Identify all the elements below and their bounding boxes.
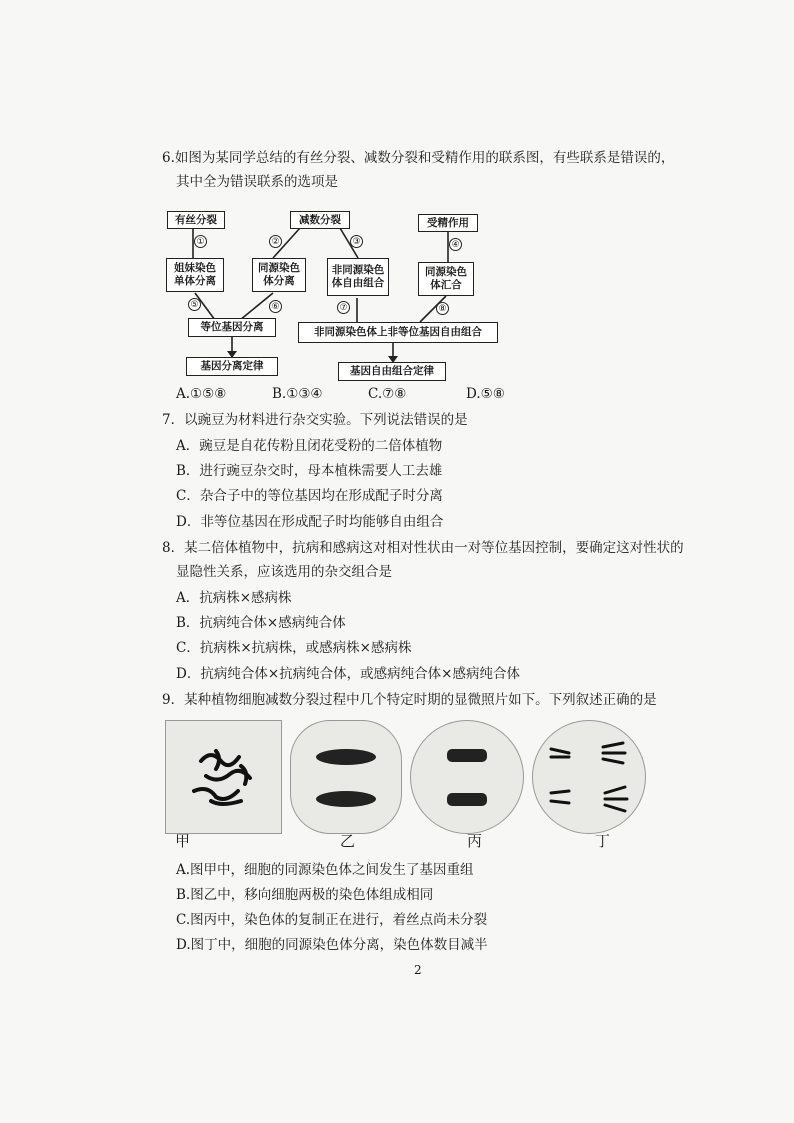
q6-option-c: C.⑦⑧	[368, 386, 407, 402]
q8-stem-line2: 显隐性关系，应该选用的杂交组合是	[176, 564, 392, 580]
label-bing: 丙	[467, 832, 483, 850]
q9-option-c: C.图丙中，染色体的复制正在进行，着丝点尚未分裂	[176, 912, 488, 928]
label-jia: 甲	[175, 832, 191, 850]
q7-option-b: B．进行豌豆杂交时，母本植株需要人工去雄	[176, 463, 443, 479]
box-law-independent: 基因自由组合定律	[338, 362, 446, 381]
box-mitosis: 有丝分裂	[167, 211, 225, 229]
q8-option-a: A．抗病株×感病株	[176, 590, 292, 606]
q7-option-a: A．豌豆是自花传粉且闭花受粉的二倍体植物	[176, 438, 443, 454]
q9-option-a: A.图甲中，细胞的同源染色体之间发生了基因重组	[176, 862, 474, 878]
box-sister-separation: 姐妹染色单体分离	[166, 258, 224, 292]
circle-3: ③	[350, 235, 363, 248]
micrograph-yi	[290, 720, 402, 834]
q6-option-a: A.①⑤⑧	[176, 386, 227, 402]
q6-stem-line2: 其中全为错误联系的选项是	[176, 174, 338, 190]
page-number: 2	[414, 963, 422, 977]
box-nonallele-combination: 非同源染色体上非等位基因自由组合	[298, 322, 498, 343]
box-homolog-separation: 同源染色体分离	[252, 258, 306, 292]
circle-4: ④	[449, 238, 462, 251]
q9-stem: 9．某种植物细胞减数分裂过程中几个特定时期的显微照片如下。下列叙述正确的是	[162, 692, 657, 708]
label-ding: 丁	[595, 832, 611, 850]
box-fertilization: 受精作用	[418, 214, 478, 232]
q6-option-d: D.⑤⑧	[466, 386, 505, 402]
q9-option-b: B.图乙中，移向细胞两极的染色体组成相同	[176, 887, 434, 903]
micrograph-ding	[532, 720, 646, 834]
micrograph-bing	[410, 720, 524, 834]
q8-option-b: B．抗病纯合体×感病纯合体	[176, 615, 346, 631]
circle-2: ②	[269, 235, 282, 248]
q6-option-b: B.①③④	[272, 386, 323, 402]
q7-option-c: C．杂合子中的等位基因均在形成配子时分离	[176, 488, 443, 504]
label-yi: 乙	[340, 832, 356, 850]
micrograph-jia	[165, 720, 282, 834]
q9-option-d: D.图丁中，细胞的同源染色体分离，染色体数目减半	[176, 937, 488, 953]
circle-6: ⑥	[269, 300, 282, 313]
circle-7: ⑦	[337, 301, 350, 314]
q8-option-c: C．抗病株×抗病株，或感病株×感病株	[176, 640, 412, 656]
box-law-segregation: 基因分离定律	[186, 357, 278, 376]
box-homolog-union: 同源染色体汇合	[418, 262, 474, 296]
circle-8: ⑧	[436, 302, 449, 315]
circle-1: ①	[194, 235, 207, 248]
q8-option-d: D．抗病纯合体×抗病纯合体，或感病纯合体×感病纯合体	[176, 666, 520, 682]
q6-stem-line1: 6.如图为某同学总结的有丝分裂、减数分裂和受精作用的联系图，有些联系是错误的，	[162, 150, 675, 166]
box-allele-separation: 等位基因分离	[188, 318, 276, 337]
q8-stem-line1: 8．某二倍体植物中，抗病和感病这对相对性状由一对等位基因控制，要确定这对性状的	[162, 540, 684, 556]
box-nonhomolog-combination: 非同源染色体自由组合	[327, 258, 389, 296]
box-meiosis: 减数分裂	[290, 211, 350, 229]
q7-stem: 7．以豌豆为材料进行杂交实验。下列说法错误的是	[162, 412, 468, 428]
q7-option-d: D．非等位基因在形成配子时均能够自由组合	[176, 514, 444, 530]
circle-5: ⑤	[188, 298, 201, 311]
